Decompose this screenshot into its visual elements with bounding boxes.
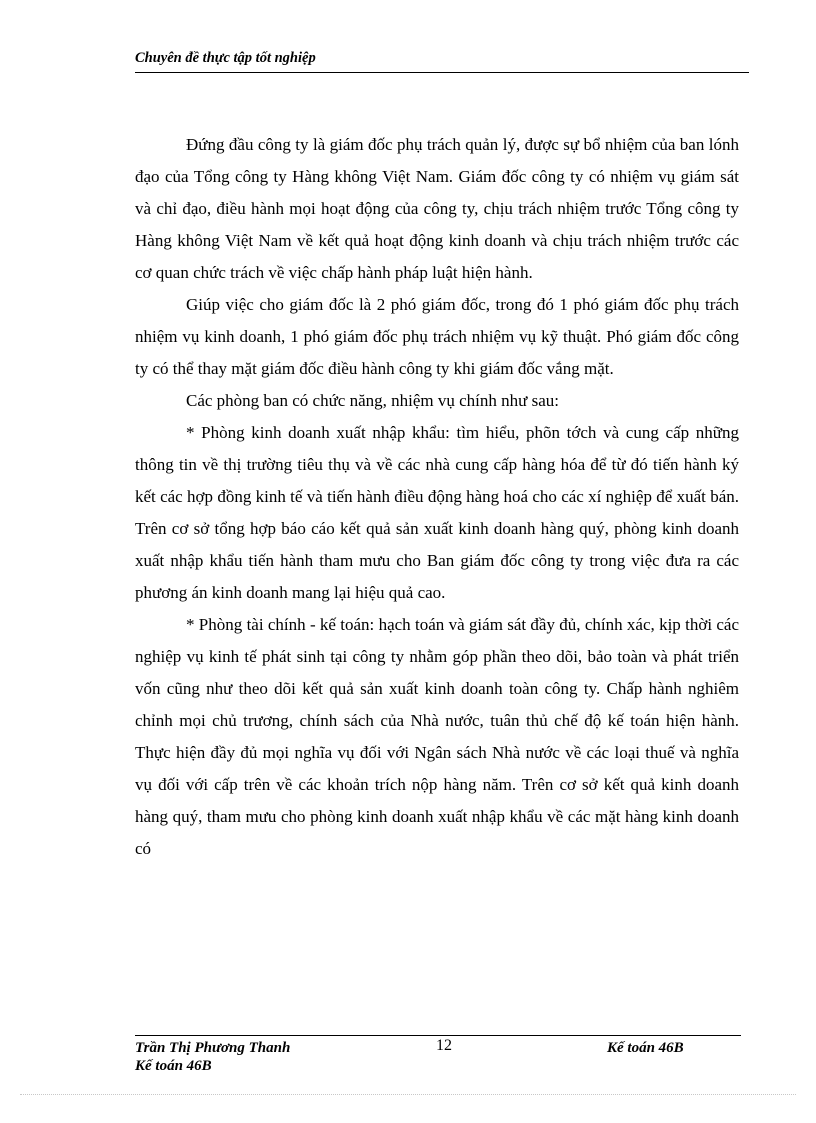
footer-class-right: Kế toán 46B	[607, 1040, 684, 1056]
paragraph-director: Đứng đầu công ty là giám đốc phụ trách quản lý, được sự bổ nhiệm của ban lónh đạo của Tổng công ty Hàng không Việt Nam. Giám đốc công ty có nhiệm vụ giám sát và chỉ đạo, điều hành mọi hoạt động của công ty, chịu trách nhiệm trước Tổng công ty Hàng không Việt Nam về kết quả hoạt động kinh doanh và chịu trách nhiệm trước các cơ quan chức trách về việc chấp hành pháp luật hiện hành.	[135, 135, 739, 282]
document-body	[135, 129, 739, 865]
header-rule	[135, 72, 749, 73]
footer-page-number: 12	[436, 1037, 452, 1054]
paragraph-finance-accounting-dept: * Phòng tài chính - kế toán: hạch toán và giám sát đầy đủ, chính xác, kịp thời các nghiệp vụ kinh tế phát sinh tại công ty nhằm góp phần theo dõi, bảo toàn và phát triển vốn cũng như theo dõi kết quả sản xuất kinh doanh toàn công ty. Chấp hành nghiêm chỉnh mọi chủ trương, chính sách của Nhà nước, tuân thủ chế độ kế toán hiện hành. Thực hiện đầy đủ mọi nghĩa vụ đối với Ngân sách Nhà nước về các loại thuế và nghĩa vụ đối với cấp trên về các khoản trích nộp hàng năm. Trên cơ sở kết quả kinh doanh hàng quý, tham mưu cho phòng kinh doanh xuất nhập khẩu về các mặt hàng kinh doanh có	[135, 615, 739, 858]
paragraph-deputy-directors: Giúp việc cho giám đốc là 2 phó giám đốc, trong đó 1 phó giám đốc phụ trách nhiệm vụ kinh doanh, 1 phó giám đốc phụ trách nhiệm vụ kỹ thuật. Phó giám đốc công ty có thể thay mặt giám đốc điều hành công ty khi giám đốc vắng mặt.	[135, 295, 739, 378]
footer-rule	[135, 1035, 741, 1036]
footer-class-left: Kế toán 46B	[135, 1058, 212, 1074]
page-bottom-dotted-border	[20, 1094, 796, 1095]
paragraph-departments-intro: Các phòng ban có chức năng, nhiệm vụ chính như sau:	[186, 391, 559, 410]
page-header-title: Chuyên đề thực tập tốt nghiệp	[135, 50, 316, 66]
paragraph-import-export-dept: * Phòng kinh doanh xuất nhập khẩu: tìm hiểu, phõn tớch và cung cấp những thông tin về thị trường tiêu thụ và về các nhà cung cấp hàng hóa để từ đó tiến hành ký kết các hợp đồng kinh tế và tiến hành điều động hàng hoá cho các xí nghiệp để xuất bán. Trên cơ sở tổng hợp báo cáo kết quả sản xuất kinh doanh hàng quý, phòng kinh doanh xuất nhập khẩu tiến hành tham mưu cho Ban giám đốc công ty trong việc đưa ra các phương án kinh doanh mang lại hiệu quả cao.	[135, 423, 739, 602]
footer-author: Trần Thị Phương Thanh	[135, 1040, 291, 1056]
